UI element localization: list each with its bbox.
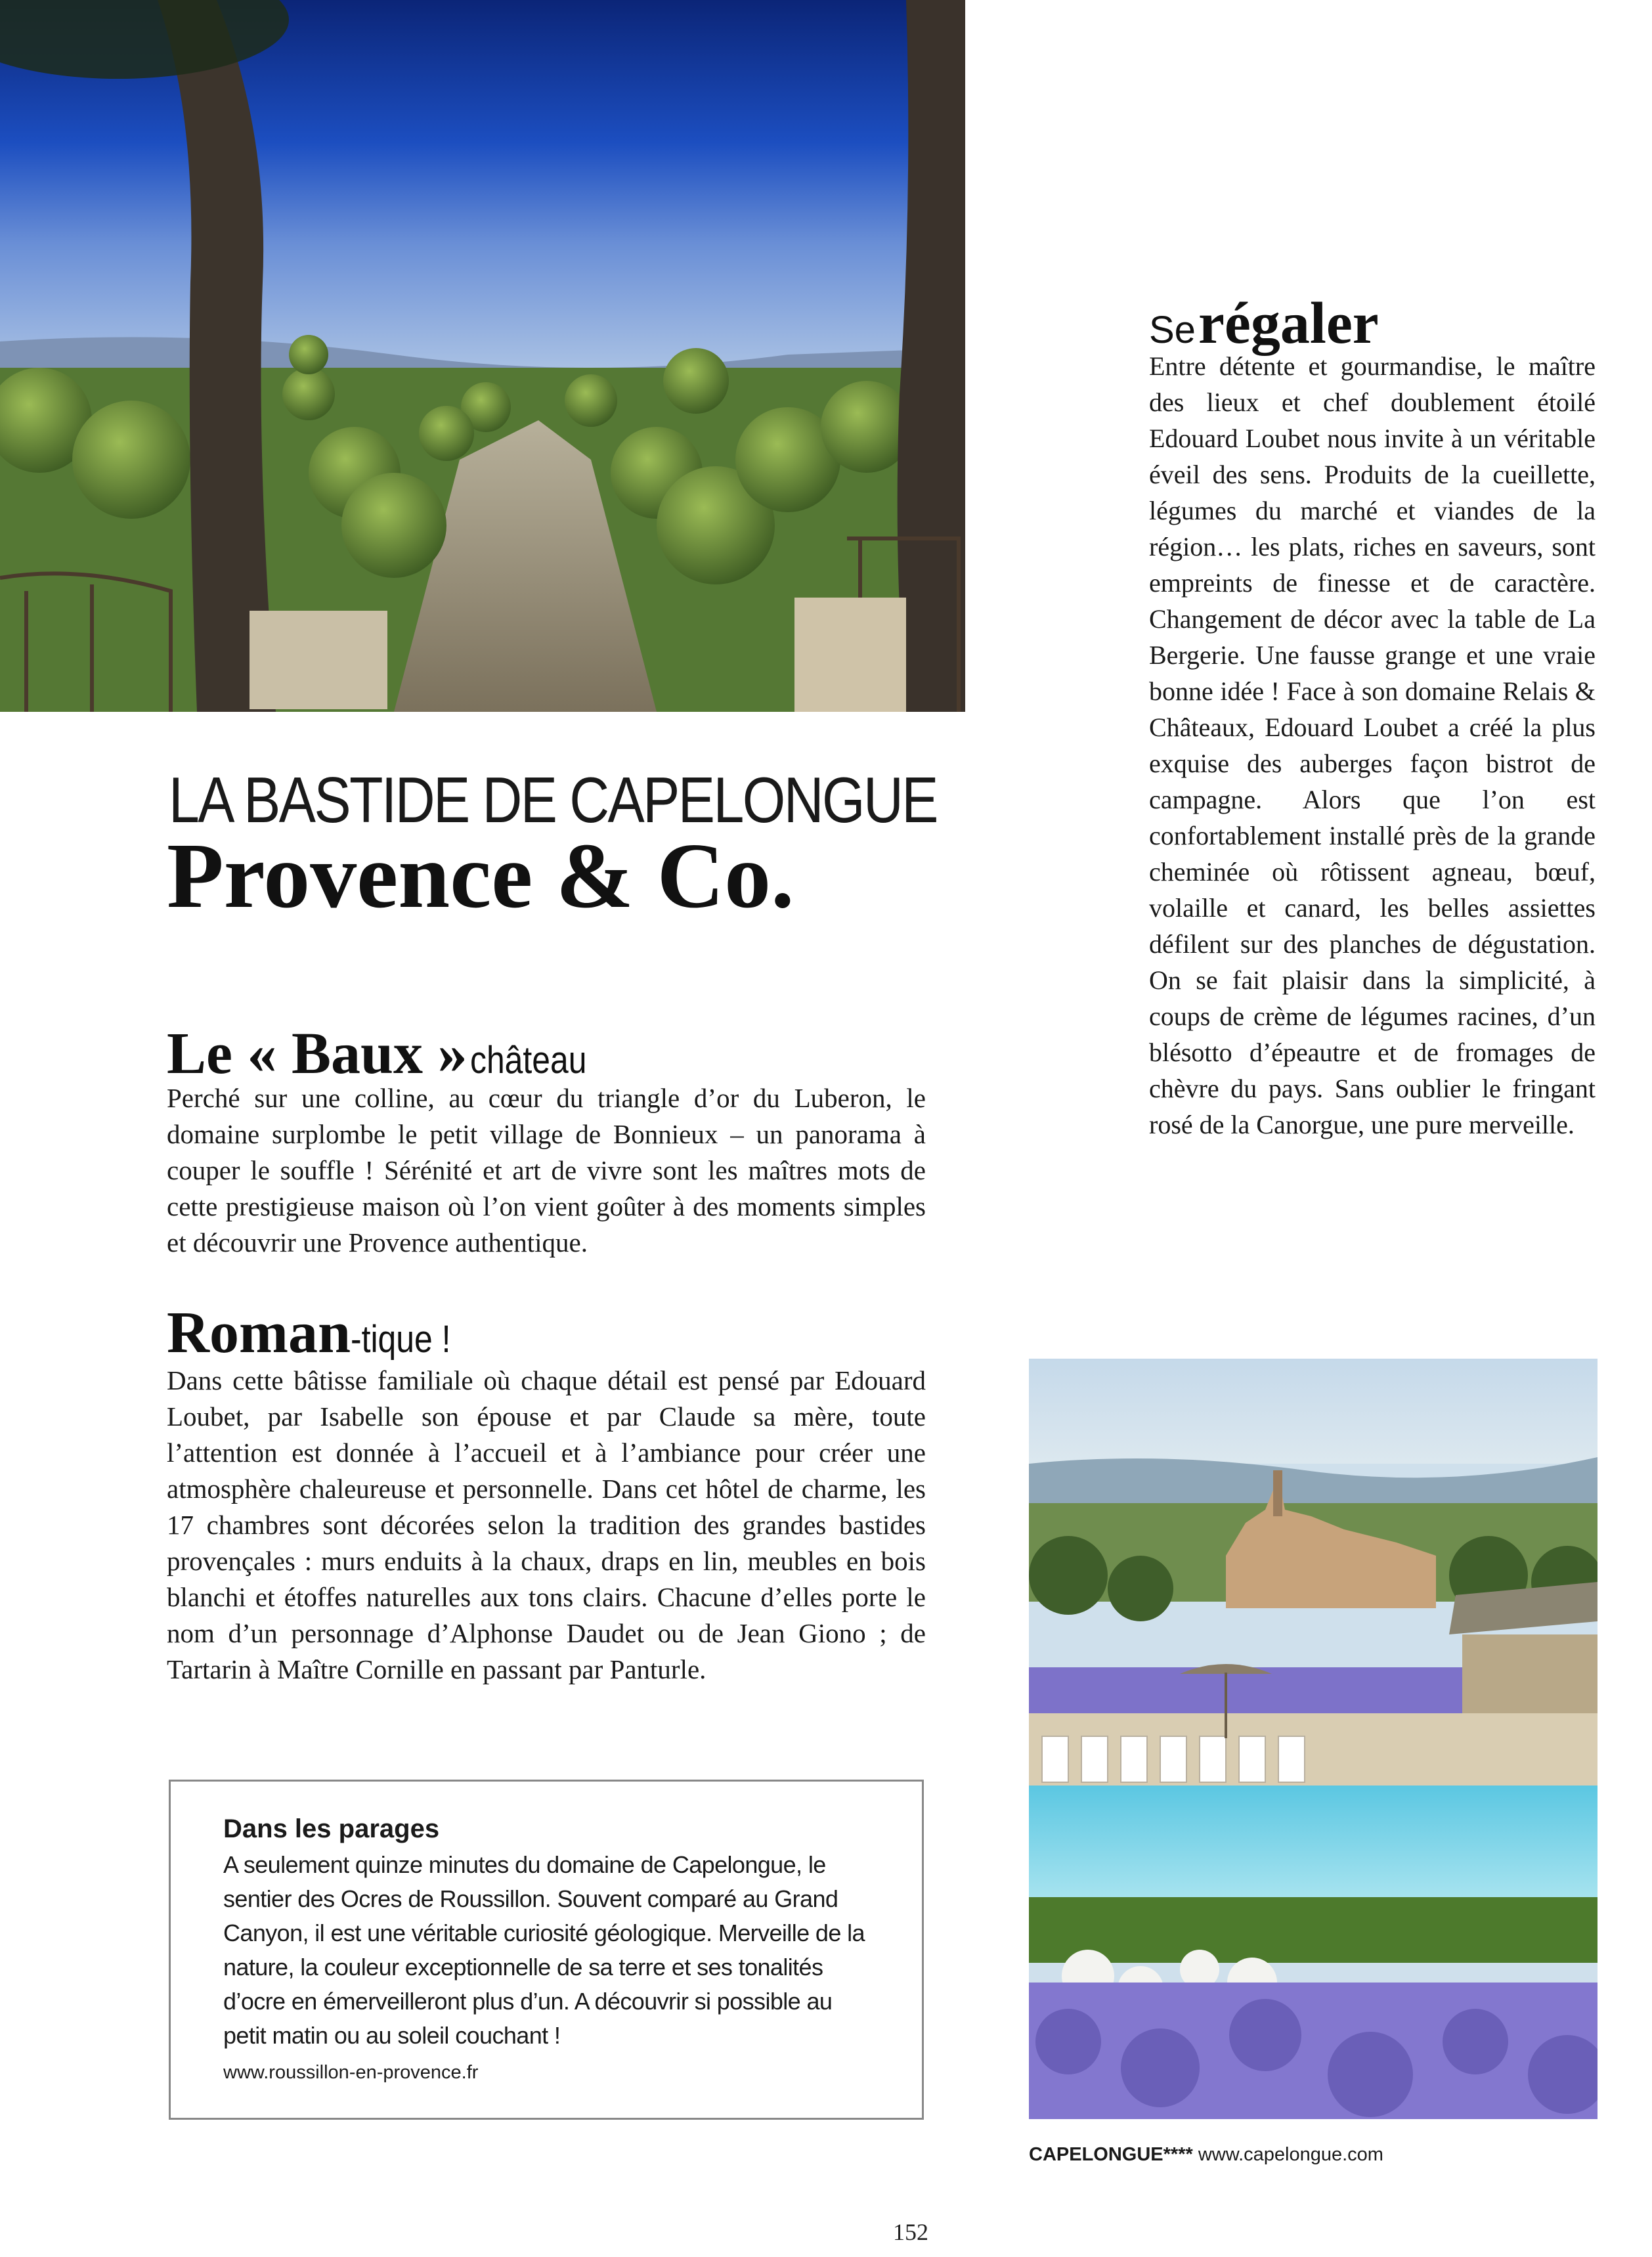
bottom-photo bbox=[1029, 1359, 1598, 2119]
section-title-regaler bbox=[1149, 291, 1379, 356]
caption-brand: CAPELONGUE**** bbox=[1029, 2144, 1193, 2165]
top-photo bbox=[0, 0, 965, 712]
pool-illustration bbox=[1029, 1359, 1598, 2119]
section-title-baux-small: château bbox=[469, 1039, 587, 1082]
sidebar-box-text: A seulement quinze minutes du domaine de Capelongue, le sentier des Ocres de Roussillon. Souvent comparé au Grand Canyon, il est une véritable curiosité géologique. Merveille de la nature, la couleur exceptionnelle de sa terre et ses tonalités d’ocre en émerveilleront plus d’un. A découvrir si possible au petit matin ou au soleil couchant ! bbox=[223, 1851, 865, 2049]
section-regaler-paragraph: Entre détente et gourmandise, le maître des lieux et chef doublement étoilé Edouard Loubet nous invite à un véritable éveil des sens. Produits de la cueillette, légumes du marché et viandes de la région… les plats, riches en saveurs, sont empreints de finesse et de caractère. Changement de décor avec la table de La Bergerie. Une fausse grange et une vraie bonne idée ! Face à son domaine Relais & Châteaux, Edouard Loubet a créé la plus exquise des auberges façon bistrot de campagne. Alors que l’on est confortablement installé près de la grande cheminée où rôtissent agneau, bœuf, volaille et canard, les belles assiettes défilent sur des planches de dégustation. On se fait plaisir dans la simplicité, à coups de crème de légumes racines, d’un blésotto d’épeautre et de fromages de chèvre du pays. Sans oublier le fringant rosé de la Canorgue, une pure merveille. bbox=[1149, 351, 1596, 1139]
section-title-roman-small: -tique ! bbox=[351, 1318, 451, 1361]
photo-caption bbox=[1029, 2144, 1383, 2166]
kicker: LA BASTIDE DE CAPELONGUE bbox=[169, 764, 937, 836]
section-title-roman bbox=[167, 1300, 467, 1365]
sidebar-box-link[interactable]: www.roussillon-en-provence.fr bbox=[223, 2062, 479, 2083]
section-title-baux-big: Le « Baux » bbox=[167, 1021, 467, 1086]
garden-illustration bbox=[0, 0, 965, 712]
page-title: Provence & Co. bbox=[167, 823, 794, 927]
sidebar-box-content bbox=[223, 1814, 880, 2088]
page-number: 152 bbox=[893, 2219, 928, 2245]
section-title-regaler-small: Se bbox=[1149, 309, 1196, 351]
section-roman-body bbox=[167, 1363, 926, 1688]
caption-link[interactable]: www.capelongue.com bbox=[1198, 2144, 1383, 2165]
section-title-roman-big: Roman bbox=[167, 1300, 351, 1365]
section-regaler-body bbox=[1149, 348, 1596, 1143]
section-baux-paragraph: Perché sur une colline, au cœur du triangle d’or du Luberon, le domaine surplombe le petit village de Bonnieux – un panorama à couper le souffle ! Sérénité et art de vivre sont les maîtres mots de cette prestigieuse maison où l’on vient goûter à des moments simples et découvrir une Provence authentique. bbox=[167, 1083, 926, 1258]
section-title-baux bbox=[167, 1021, 605, 1086]
sidebar-box-title: Dans les parages bbox=[223, 1814, 440, 1843]
section-roman-paragraph: Dans cette bâtisse familiale où chaque détail est pensé par Edouard Loubet, par Isabelle son épouse et par Claude sa mère, toute l’attention est donnée à l’accueil et à l’ambiance pour créer une atmosphère chaleureuse et personnelle. Dans cet hôtel de charme, les 17 chambres sont décorées selon la tradition des grandes bastides provençales : murs enduits à la chaux, draps en lin, meubles en bois blanchi et étoffes naturelles aux tons clairs. Chacune d’elles porte le nom d’un personnage d’Alphonse Daudet ou de Jean Giono ; de Tartarin à Maître Cornille en passant par Panturle. bbox=[167, 1365, 926, 1684]
section-baux-body bbox=[167, 1080, 926, 1261]
section-title-regaler-big: régaler bbox=[1198, 291, 1379, 356]
sidebar-box bbox=[169, 1780, 924, 2120]
